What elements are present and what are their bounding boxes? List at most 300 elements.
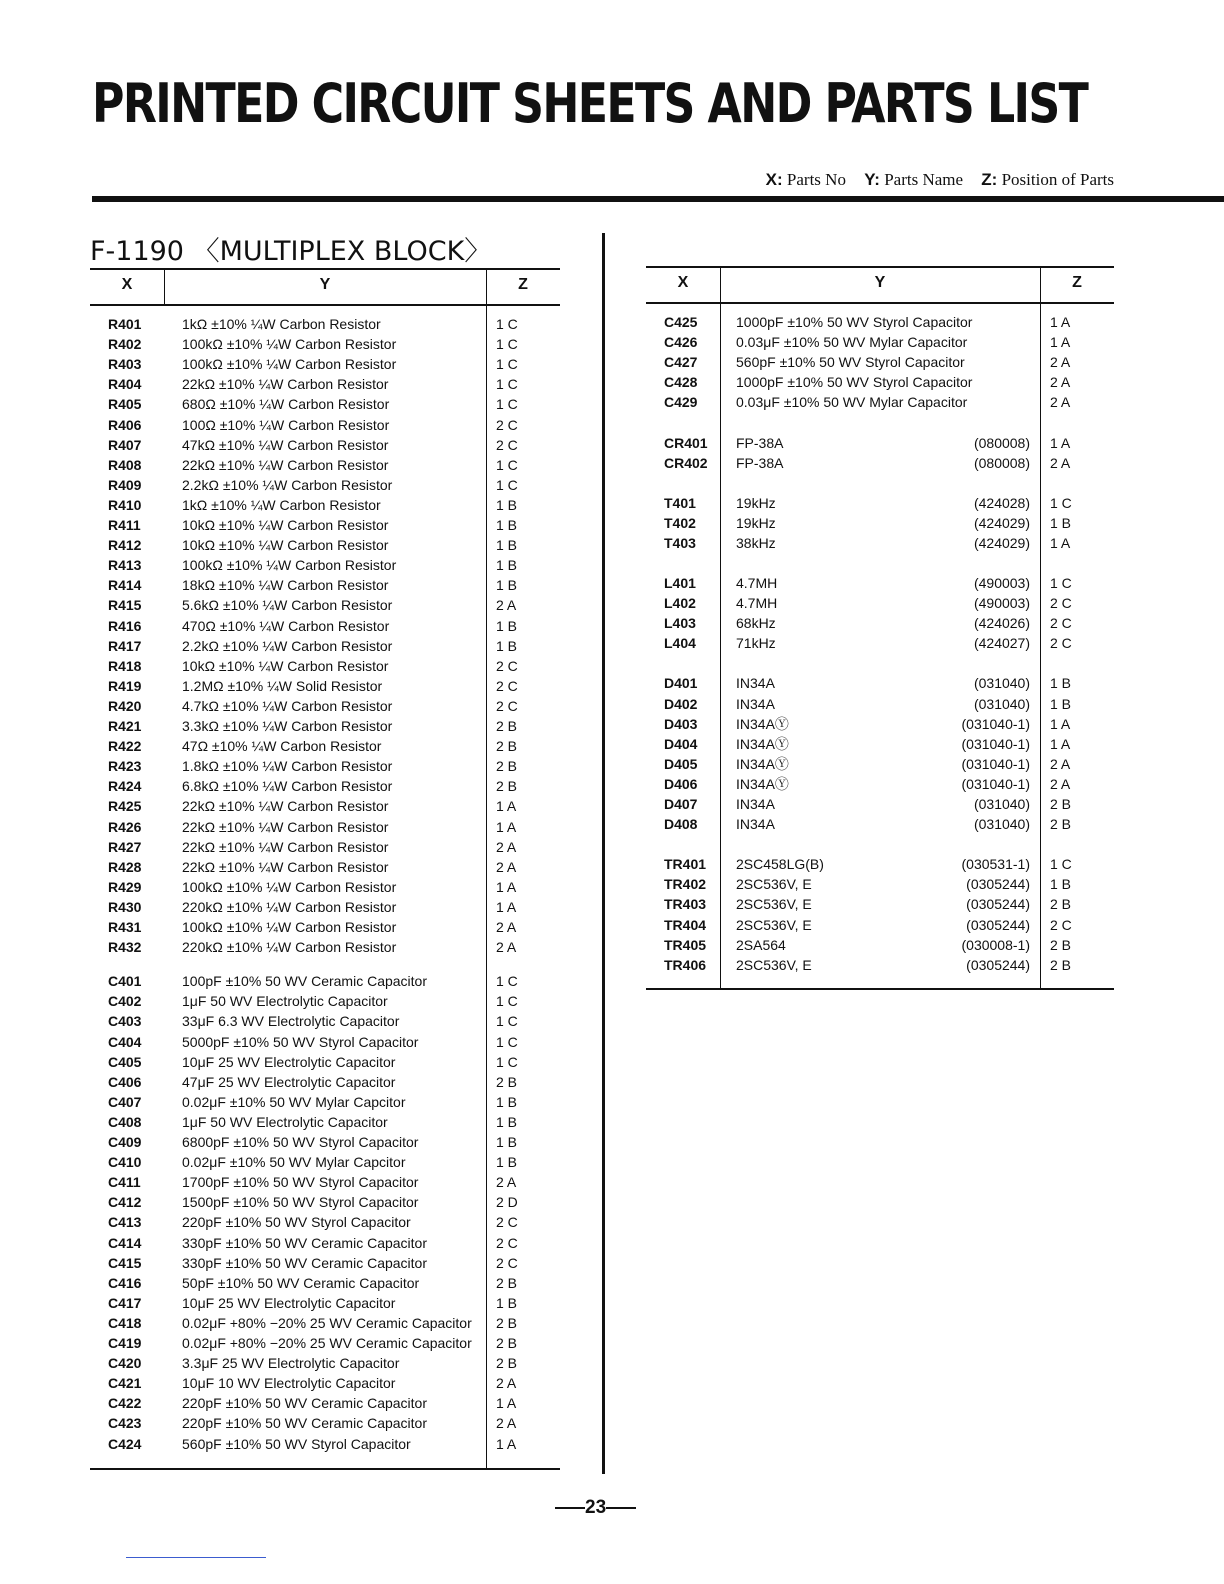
part-number: C414 (108, 1234, 142, 1251)
part-name: 22kΩ ±10% ¼W Carbon Resistor (182, 858, 389, 875)
part-code: (490003) (973, 575, 1030, 591)
column-header-z: Z (518, 276, 528, 293)
part-number: R407 (108, 436, 142, 453)
part-number: D407 (664, 796, 698, 812)
part-position: 1 A (496, 898, 517, 915)
part-name: 38kHz (736, 534, 776, 551)
part-position: 1 C (496, 993, 518, 1010)
part-name: IN34AⓎ (736, 755, 789, 772)
table-bottom-rule (646, 988, 1114, 990)
part-position: 2 C (496, 677, 518, 694)
part-position: 1 C (1050, 856, 1072, 873)
part-position: 1 A (1050, 735, 1071, 752)
part-name: 1μF 50 WV Electrolytic Capacitor (182, 993, 388, 1010)
part-number: C404 (108, 1033, 142, 1050)
part-number: R411 (108, 517, 141, 533)
part-position: 1 B (1050, 514, 1072, 531)
part-name: 2SC536V, E (736, 876, 812, 893)
part-position: 2 B (1050, 956, 1072, 973)
part-name: FP-38A (736, 434, 784, 451)
part-position: 2 A (496, 597, 517, 614)
part-number: C405 (108, 1053, 142, 1070)
part-position: 2 B (1050, 796, 1072, 812)
part-position: 1 B (1050, 876, 1072, 893)
part-position: 1 B (496, 1113, 518, 1130)
part-number: R421 (108, 718, 142, 734)
part-name: 47Ω ±10% ¼W Carbon Resistor (182, 738, 382, 755)
part-number: L402 (664, 595, 696, 612)
legend-text-z: Position of Parts (1001, 170, 1114, 189)
part-position: 2 A (496, 939, 517, 956)
part-number: R424 (108, 778, 142, 795)
table-col-divider (720, 266, 721, 988)
part-code: (030008-1) (961, 936, 1030, 953)
part-number: C424 (108, 1435, 142, 1452)
part-code: (424029) (973, 534, 1030, 551)
part-name: IN34A (736, 816, 775, 833)
part-name: IN34AⓎ (736, 715, 789, 732)
legend-text-x: Parts No (786, 170, 846, 189)
part-position: 1 B (496, 517, 518, 533)
part-position: 2 A (496, 1375, 517, 1392)
part-code: (031040-1) (961, 755, 1030, 772)
part-position: 1 A (1050, 715, 1071, 732)
part-position: 2 B (496, 1073, 518, 1090)
part-position: 2 C (496, 657, 518, 674)
part-name: 6800pF ±10% 50 WV Styrol Capacitor (182, 1134, 419, 1150)
part-name: 560pF ±10% 50 WV Styrol Capacitor (736, 354, 965, 371)
part-number: C411 (108, 1174, 141, 1191)
table-top-rule (90, 268, 560, 270)
part-code: (031040-1) (961, 775, 1030, 792)
part-position: 2 C (496, 1214, 518, 1231)
part-name: 2SC536V, E (736, 916, 812, 933)
part-number: C428 (664, 374, 698, 391)
part-position: 2 C (496, 416, 518, 433)
part-number: TR404 (664, 916, 707, 933)
part-position: 1 B (496, 577, 518, 594)
part-name: 10kΩ ±10% ¼W Carbon Resistor (182, 537, 389, 554)
part-name: 4.7MH (736, 595, 778, 612)
part-position: 2 D (496, 1194, 518, 1211)
part-name: 2SC536V, E (736, 956, 812, 973)
table-bottom-rule (90, 1468, 560, 1470)
part-number: R413 (108, 557, 142, 574)
part-name: 100Ω ±10% ¼W Carbon Resistor (182, 416, 390, 433)
part-name: 1kΩ ±10% ¼W Carbon Resistor (182, 316, 381, 332)
part-position: 1 C (1050, 575, 1072, 591)
part-name: 220pF ±10% 50 WV Styrol Capacitor (182, 1214, 411, 1231)
part-name: 10μF 10 WV Electrolytic Capacitor (182, 1375, 396, 1392)
part-position: 1 B (496, 1154, 518, 1171)
part-position: 1 A (496, 798, 517, 815)
part-position: 1 C (496, 376, 518, 393)
part-number: R401 (108, 316, 142, 332)
part-name: 0.02μF +80% −20% 25 WV Ceramic Capacitor (182, 1314, 472, 1331)
part-number: C416 (108, 1274, 142, 1291)
part-number: R414 (108, 577, 142, 594)
page-number-value: 23 (585, 1497, 607, 1518)
part-position: 1 B (496, 1294, 518, 1311)
part-number: R410 (108, 496, 142, 513)
part-number: TR401 (664, 856, 707, 873)
part-position: 2 C (496, 1254, 518, 1271)
part-position: 1 C (496, 1033, 518, 1050)
legend-key-x: X: (765, 170, 783, 189)
part-number: R417 (108, 637, 142, 654)
column-header-y: Y (319, 276, 331, 293)
part-number: C401 (108, 973, 142, 990)
part-number: R402 (108, 336, 142, 353)
part-number: R420 (108, 697, 142, 714)
part-name: 0.03μF ±10% 50 WV Mylar Capacitor (736, 334, 968, 351)
part-position: 2 B (496, 1335, 518, 1351)
part-name: 1kΩ ±10% ¼W Carbon Resistor (182, 496, 381, 513)
part-position: 2 C (496, 1234, 518, 1251)
table-col-divider (1040, 266, 1041, 988)
part-name: 220pF ±10% 50 WV Ceramic Capacitor (182, 1395, 428, 1412)
part-position: 1 B (496, 617, 518, 634)
part-name: 18kΩ ±10% ¼W Carbon Resistor (182, 577, 389, 594)
part-position: 1 A (496, 818, 517, 835)
part-position: 2 B (1050, 896, 1072, 913)
part-name: 2SC536V, E (736, 896, 812, 913)
column-header-x: X (677, 274, 689, 291)
table-top-rule (646, 266, 1114, 268)
part-number: C418 (108, 1314, 142, 1331)
part-number: T402 (664, 514, 696, 531)
part-position: 1 B (496, 637, 518, 654)
part-name: 2.2kΩ ±10% ¼W Carbon Resistor (182, 476, 393, 493)
part-number: R416 (108, 617, 142, 634)
part-position: 2 A (496, 858, 517, 875)
part-code: (424027) (973, 635, 1030, 652)
part-number: C415 (108, 1254, 142, 1271)
table-header-rule (90, 304, 560, 306)
part-position: 2 C (1050, 635, 1072, 652)
part-number: C410 (108, 1154, 142, 1171)
part-position: 1 B (1050, 695, 1072, 712)
part-name: 19kHz (736, 494, 776, 511)
part-name: 0.02μF ±10% 50 WV Mylar Capcitor (182, 1154, 406, 1171)
part-position: 1 A (496, 878, 517, 895)
part-position: 2 B (496, 758, 518, 775)
part-number: T401 (664, 494, 696, 511)
part-name: 2SA564 (736, 936, 786, 953)
part-name: 68kHz (736, 615, 776, 632)
part-number: R428 (108, 858, 142, 875)
part-position: 1 A (496, 1435, 517, 1452)
part-name: IN34A (736, 695, 775, 712)
part-position: 1 C (496, 456, 518, 473)
part-position: 1 A (1050, 334, 1071, 351)
part-code: (080008) (973, 434, 1030, 451)
part-position: 1 B (496, 557, 518, 574)
part-name: 47μF 25 WV Electrolytic Capacitor (182, 1073, 396, 1090)
part-code: (0305244) (966, 916, 1030, 933)
part-position: 1 C (1050, 494, 1072, 511)
part-name: 10μF 25 WV Electrolytic Capacitor (182, 1053, 396, 1070)
part-position: 2 C (496, 697, 518, 714)
part-name: 0.02μF +80% −20% 25 WV Ceramic Capacitor (182, 1335, 472, 1351)
part-position: 1 C (496, 336, 518, 353)
part-code: (080008) (973, 454, 1030, 471)
part-name: 10μF 25 WV Electrolytic Capacitor (182, 1294, 396, 1311)
part-position: 2 A (496, 919, 517, 935)
part-number: C413 (108, 1214, 142, 1231)
part-name: IN34A (736, 796, 775, 812)
part-code: (424029) (973, 514, 1030, 531)
part-number: D406 (664, 775, 698, 792)
part-number: R415 (108, 597, 142, 614)
part-number: R423 (108, 758, 142, 775)
part-number: R403 (108, 356, 142, 373)
part-number: C427 (664, 354, 698, 371)
part-number: TR402 (664, 876, 707, 893)
part-name: 50pF ±10% 50 WV Ceramic Capacitor (182, 1274, 420, 1291)
column-divider (602, 233, 605, 1474)
part-number: C407 (108, 1093, 142, 1110)
part-name: 2.2kΩ ±10% ¼W Carbon Resistor (182, 637, 393, 654)
column-header-y: Y (874, 274, 886, 291)
part-number: C419 (108, 1335, 142, 1351)
part-code: (424026) (973, 615, 1030, 632)
column-header-z: Z (1072, 274, 1082, 291)
part-position: 2 B (496, 778, 518, 795)
part-number: D408 (664, 816, 698, 833)
part-number: C425 (664, 314, 698, 330)
part-position: 2 C (1050, 595, 1072, 612)
part-position: 1 C (496, 973, 518, 990)
part-name: 100pF ±10% 50 WV Ceramic Capacitor (182, 973, 428, 990)
part-number: C409 (108, 1134, 142, 1150)
part-code: (030531-1) (961, 856, 1030, 873)
column-header-x: X (121, 276, 133, 293)
part-code: (424028) (973, 494, 1030, 511)
part-position: 2 B (496, 738, 518, 755)
part-position: 1 C (496, 316, 518, 332)
part-name: 5.6kΩ ±10% ¼W Carbon Resistor (182, 597, 393, 614)
part-name: 1000pF ±10% 50 WV Styrol Capacitor (736, 374, 973, 391)
block-title: F-1190 〈MULTIPLEX BLOCK〉 (90, 236, 492, 267)
part-name: 100kΩ ±10% ¼W Carbon Resistor (182, 557, 397, 574)
parts-table-left (90, 268, 560, 1472)
part-name: 33μF 6.3 WV Electrolytic Capacitor (182, 1013, 400, 1030)
part-position: 2 C (496, 436, 518, 453)
part-position: 2 B (1050, 936, 1072, 953)
part-name: 220kΩ ±10% ¼W Carbon Resistor (182, 898, 397, 915)
part-position: 1 C (496, 1013, 518, 1030)
part-number: C422 (108, 1395, 142, 1412)
part-number: C423 (108, 1415, 142, 1432)
part-name: 10kΩ ±10% ¼W Carbon Resistor (182, 517, 389, 533)
part-number: R429 (108, 878, 142, 895)
part-position: 1 A (1050, 314, 1071, 330)
part-name: 100kΩ ±10% ¼W Carbon Resistor (182, 878, 397, 895)
part-number: T403 (664, 534, 696, 551)
parts-table-right (646, 266, 1114, 992)
part-number: R426 (108, 818, 142, 835)
part-name: 47kΩ ±10% ¼W Carbon Resistor (182, 436, 389, 453)
legend-key-z: Z: (981, 170, 998, 189)
part-number: C403 (108, 1013, 142, 1030)
part-code: (031040) (973, 675, 1030, 692)
part-number: C426 (664, 334, 698, 351)
table-header-rule (646, 302, 1114, 304)
page-title: PRINTED CIRCUIT SHEETS AND PARTS LIST (92, 72, 1088, 135)
part-code: (490003) (973, 595, 1030, 612)
part-name: 1700pF ±10% 50 WV Styrol Capacitor (182, 1174, 419, 1191)
part-number: D401 (664, 675, 698, 692)
part-name: FP-38A (736, 454, 784, 471)
part-name: 3.3μF 25 WV Electrolytic Capacitor (182, 1355, 400, 1372)
part-name: IN34AⓎ (736, 735, 789, 752)
part-number: R422 (108, 738, 142, 755)
part-name: 560pF ±10% 50 WV Styrol Capacitor (182, 1435, 411, 1452)
part-number: R412 (108, 537, 142, 554)
part-number: L403 (664, 615, 696, 632)
part-number: R409 (108, 476, 142, 493)
part-position: 1 C (496, 1053, 518, 1070)
part-name: 220kΩ ±10% ¼W Carbon Resistor (182, 939, 397, 956)
part-number: L404 (664, 635, 696, 652)
part-name: 4.7MH (736, 575, 778, 591)
part-code: (0305244) (966, 876, 1030, 893)
part-name: 22kΩ ±10% ¼W Carbon Resistor (182, 376, 389, 393)
part-position: 1 B (496, 1093, 518, 1110)
part-position: 1 A (1050, 534, 1071, 551)
part-position: 2 B (496, 1274, 518, 1291)
part-number: R431 (108, 919, 142, 935)
part-name: 100kΩ ±10% ¼W Carbon Resistor (182, 336, 397, 353)
part-number: D403 (664, 715, 698, 732)
part-number: TR403 (664, 896, 707, 913)
part-number: R405 (108, 396, 142, 413)
part-position: 2 C (1050, 916, 1072, 933)
part-name: 22kΩ ±10% ¼W Carbon Resistor (182, 798, 389, 815)
part-name: 1500pF ±10% 50 WV Styrol Capacitor (182, 1194, 419, 1211)
part-number: C421 (108, 1375, 142, 1392)
part-position: 1 C (496, 356, 518, 373)
part-number: TR405 (664, 936, 707, 953)
part-position: 2 A (1050, 394, 1071, 411)
part-position: 2 B (496, 718, 518, 734)
footer-rule (126, 1557, 266, 1558)
part-position: 1 A (1050, 434, 1071, 451)
part-name: IN34A (736, 675, 775, 692)
part-name: 22kΩ ±10% ¼W Carbon Resistor (182, 818, 389, 835)
part-number: D404 (664, 735, 698, 752)
part-position: 2 A (496, 1415, 517, 1432)
page-number (555, 1497, 636, 1519)
part-name: 100kΩ ±10% ¼W Carbon Resistor (182, 356, 397, 373)
part-position: 2 A (496, 838, 517, 855)
table-col-divider (486, 268, 487, 1468)
part-number: C402 (108, 993, 142, 1010)
part-number: C417 (108, 1294, 142, 1311)
part-number: CR402 (664, 454, 708, 471)
part-name: 19kHz (736, 514, 776, 531)
part-number: C406 (108, 1073, 142, 1090)
part-number: CR401 (664, 434, 708, 451)
part-position: 1 B (496, 496, 518, 513)
part-number: R404 (108, 376, 142, 393)
part-name: 220pF ±10% 50 WV Ceramic Capacitor (182, 1415, 428, 1432)
part-position: 2 A (1050, 354, 1071, 371)
part-code: (031040) (973, 796, 1030, 812)
part-name: 1000pF ±10% 50 WV Styrol Capacitor (736, 314, 973, 330)
part-name: 6.8kΩ ±10% ¼W Carbon Resistor (182, 778, 393, 795)
part-position: 2 B (496, 1314, 518, 1331)
part-position: 2 B (496, 1355, 518, 1372)
part-number: C412 (108, 1194, 142, 1211)
part-name: 0.02μF ±10% 50 WV Mylar Capcitor (182, 1093, 406, 1110)
part-number: R432 (108, 939, 142, 956)
part-number: D405 (664, 755, 698, 772)
part-position: 1 B (496, 537, 518, 554)
part-name: 22kΩ ±10% ¼W Carbon Resistor (182, 838, 389, 855)
part-number: R408 (108, 456, 142, 473)
part-position: 2 A (1050, 775, 1071, 792)
part-position: 1 C (496, 476, 518, 493)
part-name: 470Ω ±10% ¼W Carbon Resistor (182, 617, 390, 634)
part-number: R419 (108, 677, 142, 694)
part-name: 1.2MΩ ±10% ¼W Solid Resistor (182, 677, 383, 694)
part-name: 100kΩ ±10% ¼W Carbon Resistor (182, 919, 397, 935)
part-position: 2 A (1050, 755, 1071, 772)
part-name: 330pF ±10% 50 WV Ceramic Capacitor (182, 1254, 428, 1271)
part-code: (0305244) (966, 896, 1030, 913)
part-number: C408 (108, 1113, 142, 1130)
part-name: 10kΩ ±10% ¼W Carbon Resistor (182, 657, 389, 674)
part-name: 22kΩ ±10% ¼W Carbon Resistor (182, 456, 389, 473)
part-number: C429 (664, 394, 698, 411)
part-name: 5000pF ±10% 50 WV Styrol Capacitor (182, 1033, 419, 1050)
legend-key-y: Y: (864, 170, 880, 189)
part-position: 2 A (496, 1174, 517, 1191)
part-name: 71kHz (736, 635, 776, 652)
legend-text-y: Parts Name (884, 170, 964, 189)
part-name: IN34AⓎ (736, 775, 789, 792)
part-name: 1μF 50 WV Electrolytic Capacitor (182, 1113, 388, 1130)
part-code: (0305244) (966, 956, 1030, 973)
part-number: R418 (108, 657, 142, 674)
part-name: 680Ω ±10% ¼W Carbon Resistor (182, 396, 390, 413)
part-position: 1 C (496, 396, 518, 413)
header-rule (92, 196, 1224, 202)
part-name: 3.3kΩ ±10% ¼W Carbon Resistor (182, 718, 393, 734)
part-number: R427 (108, 838, 142, 855)
part-code: (031040) (973, 695, 1030, 712)
part-position: 2 B (1050, 816, 1072, 833)
part-code: (031040) (973, 816, 1030, 833)
part-position: 1 A (496, 1395, 517, 1412)
part-number: C420 (108, 1355, 142, 1372)
part-name: 330pF ±10% 50 WV Ceramic Capacitor (182, 1234, 428, 1251)
part-name: 4.7kΩ ±10% ¼W Carbon Resistor (182, 697, 393, 714)
part-position: 2 A (1050, 454, 1071, 471)
part-name: 1.8kΩ ±10% ¼W Carbon Resistor (182, 758, 393, 775)
part-name: 0.03μF ±10% 50 WV Mylar Capacitor (736, 394, 968, 411)
part-name: 2SC458LG(B) (736, 856, 824, 873)
part-number: R406 (108, 416, 142, 433)
part-number: L401 (664, 575, 696, 591)
part-position: 1 B (1050, 675, 1072, 692)
part-number: R430 (108, 898, 142, 915)
part-number: D402 (664, 695, 698, 712)
part-position: 2 A (1050, 374, 1071, 391)
part-code: (031040-1) (961, 715, 1030, 732)
